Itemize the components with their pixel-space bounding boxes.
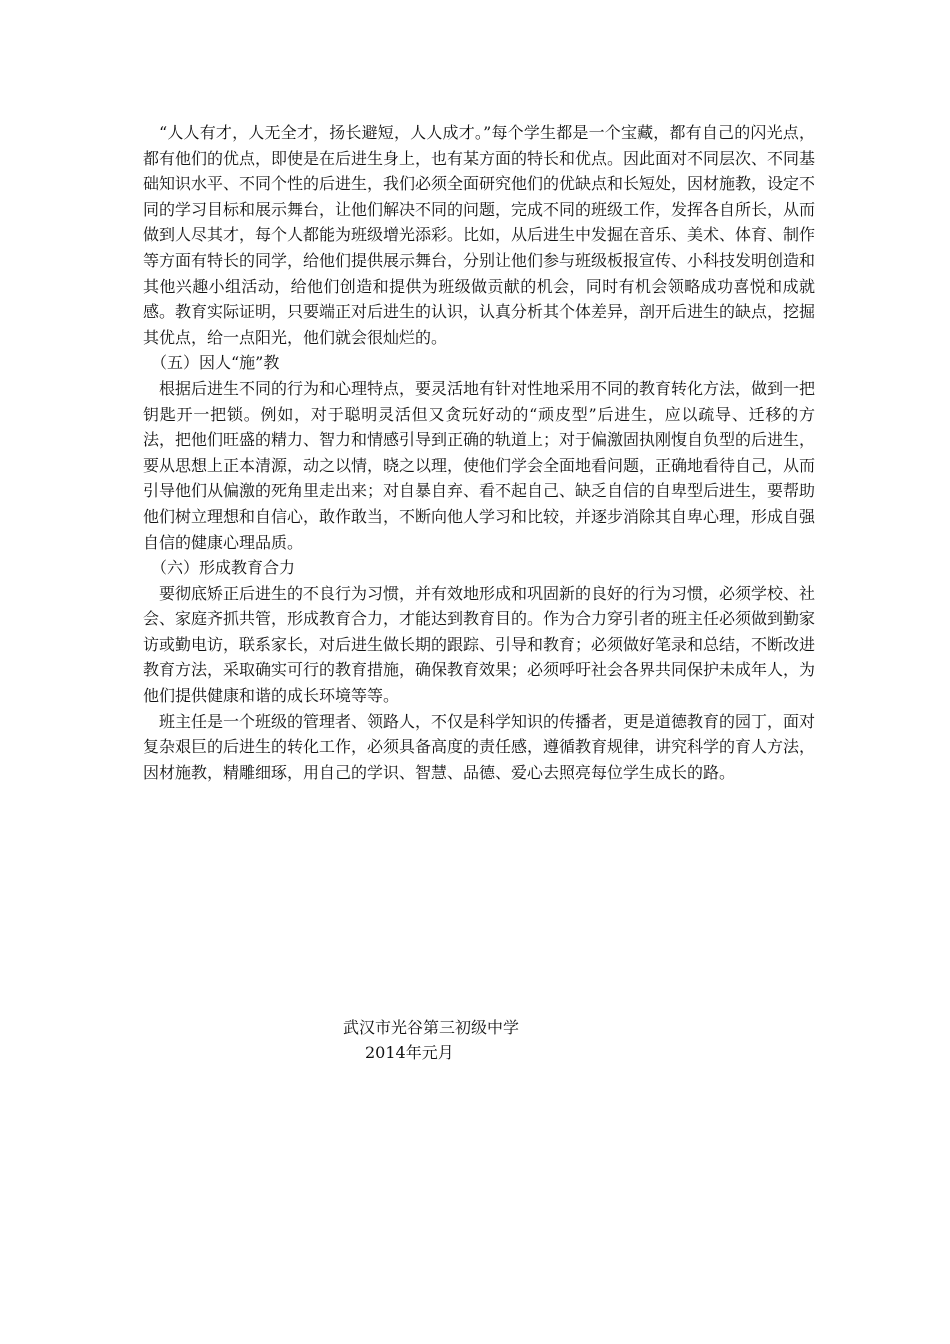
body-paragraph: 根据后进生不同的行为和心理特点，要灵活地有针对性地采用不同的教育转化方法，做到一把钥匙开一把锁。例如，对于聪明灵活但又贪玩好动的“顽皮型”后进生，应以疏导、迁移的方法，把他们旺盛的精力、智力和情感引导到正确的轨道上；对于偏激固执刚愎自负型的后进生，要从思想上正本清源，动之以情，晓之以理，使他们学会全面地看问题，正确地看待自己，从而引导他们从偏激的死角里走出来；对自暴自弃、看不起自己、缺乏自信的自卑型后进生，要帮助他们树立理想和自信心，敢作敢当，不断向他人学习和比较，并逐步消除其自卑心理，形成自强自信的健康心理品质。 [143,378,816,552]
section-heading: （六）形成教育合力 [151,558,296,578]
section-heading: （五）因人“施”教 [151,353,280,373]
signature-organization: 武汉市光谷第三初级中学 [343,1018,520,1037]
body-paragraph: “人人有才，人无全才，扬长避短，人人成才。”每个学生都是一个宝藏，都有自己的闪光点，都有他们的优点，即使是在后进生身上，也有某方面的特长和优点。因此面对不同层次、不同基础知识水平、不同个性的后进生，我们必须全面研究他们的优缺点和长短处，因材施教，设定不同的学习目标和展示舞台，让他们解决不同的问题，完成不同的班级工作，发挥各自所长，从而做到人尽其才，每个人都能为班级增光添彩。比如，从后进生中发掘在音乐、美术、体育、制作等方面有特长的同学，给他们提供展示舞台，分别让他们参与班级板报宣传、小科技发明创造和其他兴趣小组活动，给他们创造和提供为班级做贡献的机会，同时有机会领略成功喜悦和成就感。教育实际证明，只要端正对后进生的认识，认真分析其个体差异，剖开后进生的缺点，挖掘其优点，给一点阳光，他们就会很灿烂的。 [143,123,816,347]
signature-date: 2014年元月 [365,1043,454,1062]
signature-block [343,1015,519,1065]
body-paragraph: 班主任是一个班级的管理者、领路人，不仅是科学知识的传播者，更是道德教育的园丁，面对复杂艰巨的后进生的转化工作，必须具备高度的责任感，遵循教育规律，讲究科学的育人方法，因材施教，精雕细琢，用自己的学识、智慧、品德、爱心去照亮每位学生成长的路。 [143,711,816,782]
body-paragraph: 要彻底矫正后进生的不良行为习惯，并有效地形成和巩固新的良好的行为习惯，必须学校、社会、家庭齐抓共管，形成教育合力，才能达到教育目的。作为合力穿引者的班主任必须做到勤家访或勤电访，联系家长，对后进生做长期的跟踪、引导和教育；必须做好笔录和总结，不断改进教育方法，采取确实可行的教育措施，确保教育效果；必须呼吁社会各界共同保护未成年人，为他们提供健康和谐的成长环境等等。 [143,583,816,706]
document-body [143,120,815,785]
